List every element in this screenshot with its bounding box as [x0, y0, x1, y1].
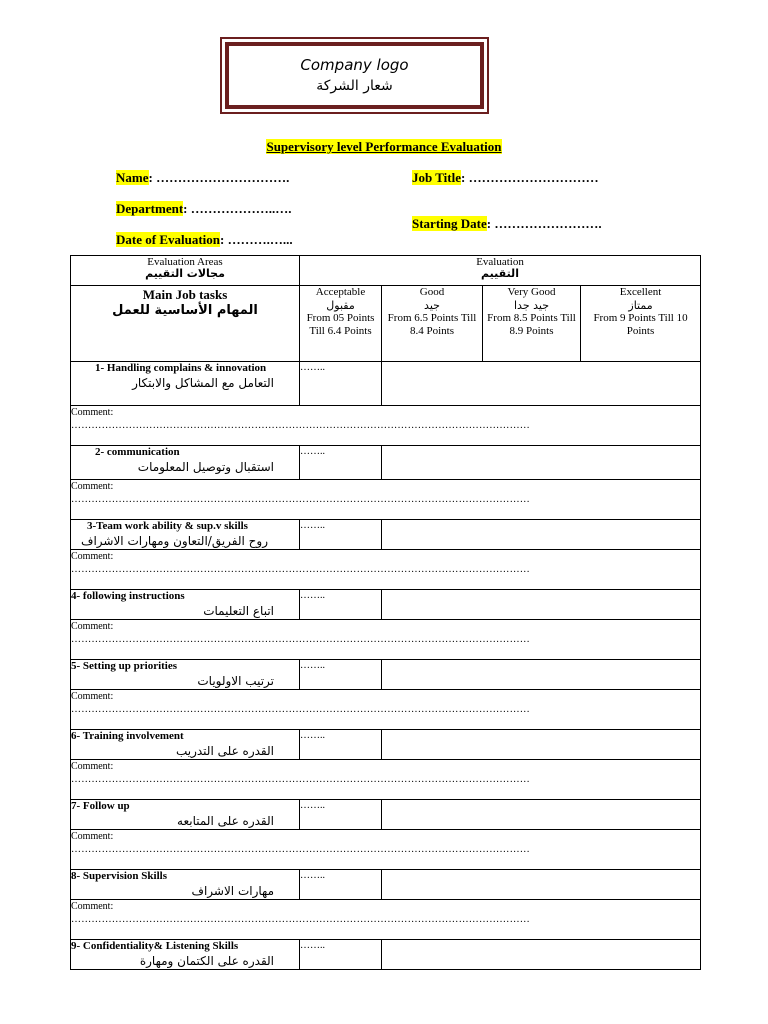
comment-dotted-line: ………………………………………………………………………………………………………………………: [71, 704, 530, 715]
score-input-cell[interactable]: [300, 362, 382, 406]
rating-cell[interactable]: [382, 730, 701, 760]
comment-field[interactable]: [71, 480, 701, 520]
comment-dotted-line: ………………………………………………………………………………………………………………………: [71, 634, 530, 645]
grade-range: From 9 Points Till 10 Points: [593, 312, 688, 337]
starting-date-field: [412, 216, 602, 232]
comment-field[interactable]: [71, 760, 701, 800]
comment-row: [71, 550, 701, 590]
task-row: [71, 730, 701, 760]
comment-label: Comment:: [71, 551, 114, 562]
comment-row: [71, 690, 701, 730]
comment-row: [71, 900, 701, 940]
comment-field[interactable]: [71, 550, 701, 590]
starting-date-input-line[interactable]: : …………………….: [486, 216, 602, 231]
score-input-cell[interactable]: [300, 940, 382, 970]
grade-label: Excellent: [619, 286, 662, 298]
score-input-cell[interactable]: [300, 730, 382, 760]
comment-dotted-line: ………………………………………………………………………………………………………………………: [71, 844, 530, 855]
task-cell: [71, 870, 300, 900]
task-name-arabic: القدره على المتابعه: [177, 814, 274, 828]
company-logo-box: [220, 37, 489, 114]
grade-range: From 8.5 Points Till 8.9 Points: [487, 312, 576, 337]
task-name: 8- Supervision Skills: [71, 870, 167, 882]
task-row: [71, 362, 701, 406]
task-name: 1- Handling complains & innovation: [95, 362, 267, 374]
task-name-arabic: القدره على الكتمان ومهارة: [139, 954, 274, 968]
task-cell: [71, 362, 300, 406]
department-input-line[interactable]: : ………………..….: [183, 201, 292, 216]
comment-row: [71, 620, 701, 660]
score-placeholder: ……..: [300, 800, 325, 811]
grade-range: From 6.5 Points Till 8.4 Points: [387, 312, 477, 337]
task-row: [71, 800, 701, 830]
task-row: [71, 590, 701, 620]
grade-label: Acceptable: [315, 286, 366, 298]
task-row: [71, 446, 701, 480]
task-name: 9- Confidentiality& Listening Skills: [71, 940, 239, 952]
comment-dotted-line: ………………………………………………………………………………………………………………………: [71, 420, 530, 431]
rating-cell[interactable]: [382, 520, 701, 550]
evaluation-header: [300, 256, 701, 286]
grade-good: [382, 286, 483, 362]
grade-range: From 05 Points Till 6.4 Points: [306, 312, 375, 337]
comment-field[interactable]: [71, 406, 701, 446]
comment-field[interactable]: [71, 830, 701, 870]
task-name-arabic: ترتيب الاولويات: [197, 674, 274, 688]
department-field: [116, 201, 292, 217]
name-field: [116, 170, 289, 186]
comment-row: [71, 480, 701, 520]
task-cell: [71, 940, 300, 970]
score-placeholder: ……..: [300, 520, 325, 531]
grade-label-arabic: مقبول: [326, 299, 355, 312]
task-name-arabic: اتباع التعليمات: [203, 604, 274, 618]
task-cell: [71, 520, 300, 550]
score-input-cell[interactable]: [300, 446, 382, 480]
score-placeholder: ……..: [300, 446, 325, 457]
company-logo-frame: [225, 42, 484, 109]
task-cell: [71, 590, 300, 620]
comment-dotted-line: ………………………………………………………………………………………………………………………: [71, 564, 530, 575]
date-of-evaluation-input-line[interactable]: : ……….…...: [220, 232, 293, 247]
comment-row: [71, 760, 701, 800]
grade-header-row: [71, 286, 701, 362]
rating-cell[interactable]: [382, 660, 701, 690]
score-placeholder: ……..: [300, 870, 325, 881]
task-row: [71, 660, 701, 690]
score-input-cell[interactable]: [300, 870, 382, 900]
score-placeholder: ……..: [300, 940, 325, 951]
main-job-tasks-label: Main Job tasks: [142, 287, 228, 302]
comment-row: [71, 406, 701, 446]
comment-label: Comment:: [71, 761, 114, 772]
comment-row: [71, 830, 701, 870]
task-cell: [71, 660, 300, 690]
task-name-arabic: القدره على التدريب: [175, 744, 274, 758]
starting-date-label: Starting Date: [412, 216, 487, 231]
comment-dotted-line: ………………………………………………………………………………………………………………………: [71, 774, 530, 785]
page-title: [0, 139, 768, 155]
task-name-arabic: استقبال وتوصيل المعلومات: [137, 460, 274, 474]
comment-field[interactable]: [71, 900, 701, 940]
grade-very-good: [483, 286, 581, 362]
task-name-arabic: روح الفريق/التعاون ومهارات الاشراف: [81, 534, 268, 548]
comment-dotted-line: ………………………………………………………………………………………………………………………: [71, 914, 530, 925]
date-of-evaluation-label: Date of Evaluation: [116, 232, 220, 247]
comment-label: Comment:: [71, 901, 114, 912]
name-label: Name: [116, 170, 149, 185]
rating-cell[interactable]: [382, 590, 701, 620]
grade-label-arabic: جيد جدا: [513, 299, 550, 312]
company-logo-text: Company logo: [300, 55, 409, 74]
score-placeholder: ……..: [300, 590, 325, 601]
date-of-evaluation-field: [116, 232, 293, 248]
main-job-tasks-label-arabic: المهام الأساسية للعمل: [112, 303, 258, 318]
task-cell: [71, 446, 300, 480]
rating-cell[interactable]: [382, 940, 701, 970]
task-name: 2- communication: [95, 446, 180, 458]
evaluation-areas-label: Evaluation Areas: [147, 256, 223, 268]
grade-acceptable: [300, 286, 382, 362]
evaluation-label: Evaluation: [476, 256, 524, 268]
task-cell: [71, 730, 300, 760]
grade-label-arabic: جيد: [424, 299, 440, 312]
score-placeholder: ……..: [300, 730, 325, 741]
score-input-cell[interactable]: [300, 660, 382, 690]
comment-field[interactable]: [71, 690, 701, 730]
evaluation-areas-header: [71, 256, 300, 286]
task-name-arabic: مهارات الاشراف: [191, 884, 274, 898]
job-title-label: Job Title: [412, 170, 462, 185]
score-placeholder: ……..: [300, 362, 325, 373]
comment-label: Comment:: [71, 691, 114, 702]
grade-label: Good: [419, 286, 445, 298]
comment-field[interactable]: [71, 620, 701, 660]
task-row: [71, 870, 701, 900]
grade-label: Very Good: [507, 286, 556, 298]
task-name: 4- following instructions: [71, 590, 185, 602]
score-placeholder: ……..: [300, 660, 325, 671]
task-row: [71, 520, 701, 550]
name-input-line[interactable]: : ………………………….: [148, 170, 290, 185]
company-logo-text-arabic: شعار الشركة: [316, 77, 393, 94]
comment-label: Comment:: [71, 407, 114, 418]
task-row: [71, 940, 701, 970]
job-title-field: [412, 170, 599, 186]
rating-cell[interactable]: [382, 800, 701, 830]
task-name: 3-Team work ability & sup.v skills: [87, 520, 248, 532]
table-header-row: [71, 256, 701, 286]
rating-cell[interactable]: [382, 446, 701, 480]
evaluation-table: [70, 255, 701, 970]
comment-label: Comment:: [71, 831, 114, 842]
evaluation-label-arabic: التقييم: [481, 267, 519, 280]
task-name: 7- Follow up: [71, 800, 130, 812]
score-input-cell[interactable]: [300, 590, 382, 620]
task-name: 5- Setting up priorities: [71, 660, 178, 672]
page-title-text: Supervisory level Performance Evaluation: [266, 139, 502, 154]
department-label: Department: [116, 201, 184, 216]
comment-dotted-line: ………………………………………………………………………………………………………………………: [71, 494, 530, 505]
main-job-tasks-header: [71, 286, 300, 362]
evaluation-areas-label-arabic: مجالات التقييم: [145, 267, 225, 280]
grade-excellent: [581, 286, 701, 362]
score-input-cell[interactable]: [300, 800, 382, 830]
rating-cell[interactable]: [382, 362, 701, 406]
task-name: 6- Training involvement: [71, 730, 184, 742]
grade-label-arabic: ممتاز: [628, 299, 653, 312]
task-name-arabic: التعامل مع المشاكل والابتكار: [132, 376, 274, 390]
task-cell: [71, 800, 300, 830]
comment-label: Comment:: [71, 481, 114, 492]
comment-label: Comment:: [71, 621, 114, 632]
job-title-input-line[interactable]: : …………………………: [461, 170, 599, 185]
score-input-cell[interactable]: [300, 520, 382, 550]
rating-cell[interactable]: [382, 870, 701, 900]
